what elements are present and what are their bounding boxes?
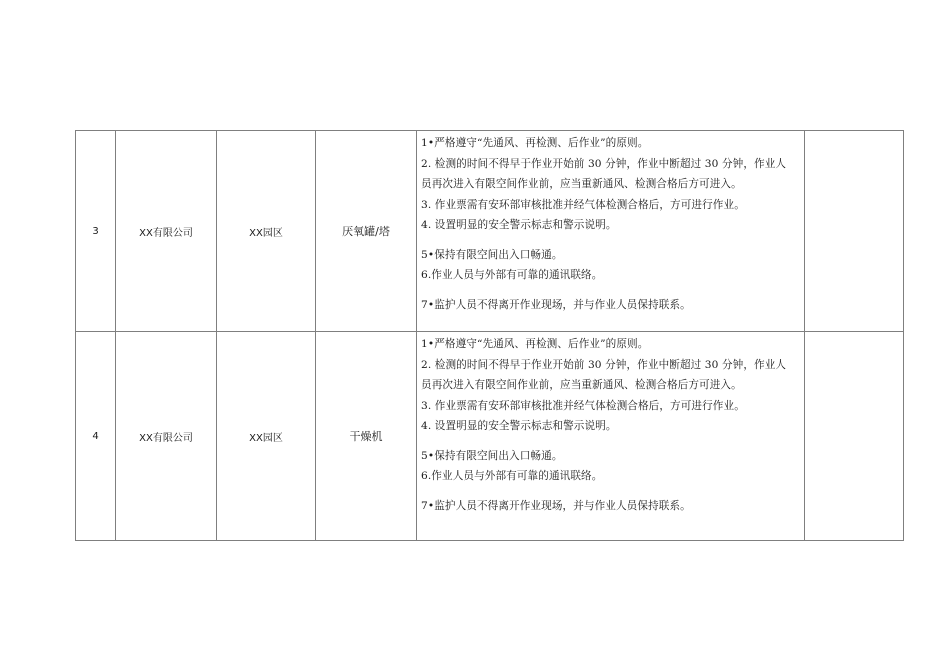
remarks-cell xyxy=(805,131,904,332)
company-cell: XX有限公司 xyxy=(116,131,217,332)
table-row xyxy=(76,332,904,541)
table-row xyxy=(76,131,904,332)
requirement-item: 4. 设置明显的安全警示标志和警示说明。 xyxy=(421,219,617,231)
requirements-cell xyxy=(417,332,805,541)
requirement-item: 3. 作业票需有安环部审核批准并经气体检测合格后，方可进行作业。 xyxy=(421,399,745,412)
requirement-item: 5•保持有限空间出入口畅通。 xyxy=(421,248,563,261)
requirement-item: 7•监护人员不得离开作业现场，并与作业人员保持联系。 xyxy=(421,298,691,311)
requirement-item: 1•严格遵守“先通风、再检测、后作业”的原则。 xyxy=(421,137,649,149)
requirement-item: 5•保持有限空间出入口畅通。 xyxy=(421,449,563,462)
company-cell: XX有限公司 xyxy=(116,332,217,541)
remarks-cell xyxy=(805,332,904,541)
requirement-item: 2. 检测的时间不得早于作业开始前 30 分钟，作业中断超过 30 分钟，作业人员再次进入有限空间作业前，应当重新通风、检测合格后方可进入。 xyxy=(421,157,787,190)
requirements-list xyxy=(417,332,804,540)
requirement-item: 1•严格遵守“先通风、再检测、后作业”的原则。 xyxy=(421,338,649,350)
confined-space-table xyxy=(75,130,904,541)
requirement-item: 4. 设置明显的安全警示标志和警示说明。 xyxy=(421,420,617,432)
row-number: 3 xyxy=(76,131,116,332)
requirement-item: 6.作业人员与外部有可靠的通讯联络。 xyxy=(421,269,603,281)
requirements-list xyxy=(417,131,804,331)
row-number: 4 xyxy=(76,332,116,541)
equipment-cell: 干燥机 xyxy=(316,332,417,541)
requirement-item: 6.作业人员与外部有可靠的通讯联络。 xyxy=(421,470,603,482)
requirement-item: 2. 检测的时间不得早于作业开始前 30 分钟，作业中断超过 30 分钟，作业人员再次进入有限空间作业前，应当重新通风、检测合格后方可进入。 xyxy=(421,358,787,391)
requirement-item: 3. 作业票需有安环部审核批准并经气体检测合格后，方可进行作业。 xyxy=(421,198,745,211)
park-cell: XX园区 xyxy=(217,332,316,541)
park-cell: XX园区 xyxy=(217,131,316,332)
equipment-cell: 厌氧罐/塔 xyxy=(316,131,417,332)
requirements-cell xyxy=(417,131,805,332)
requirement-item: 7•监护人员不得离开作业现场，并与作业人员保持联系。 xyxy=(421,499,691,512)
